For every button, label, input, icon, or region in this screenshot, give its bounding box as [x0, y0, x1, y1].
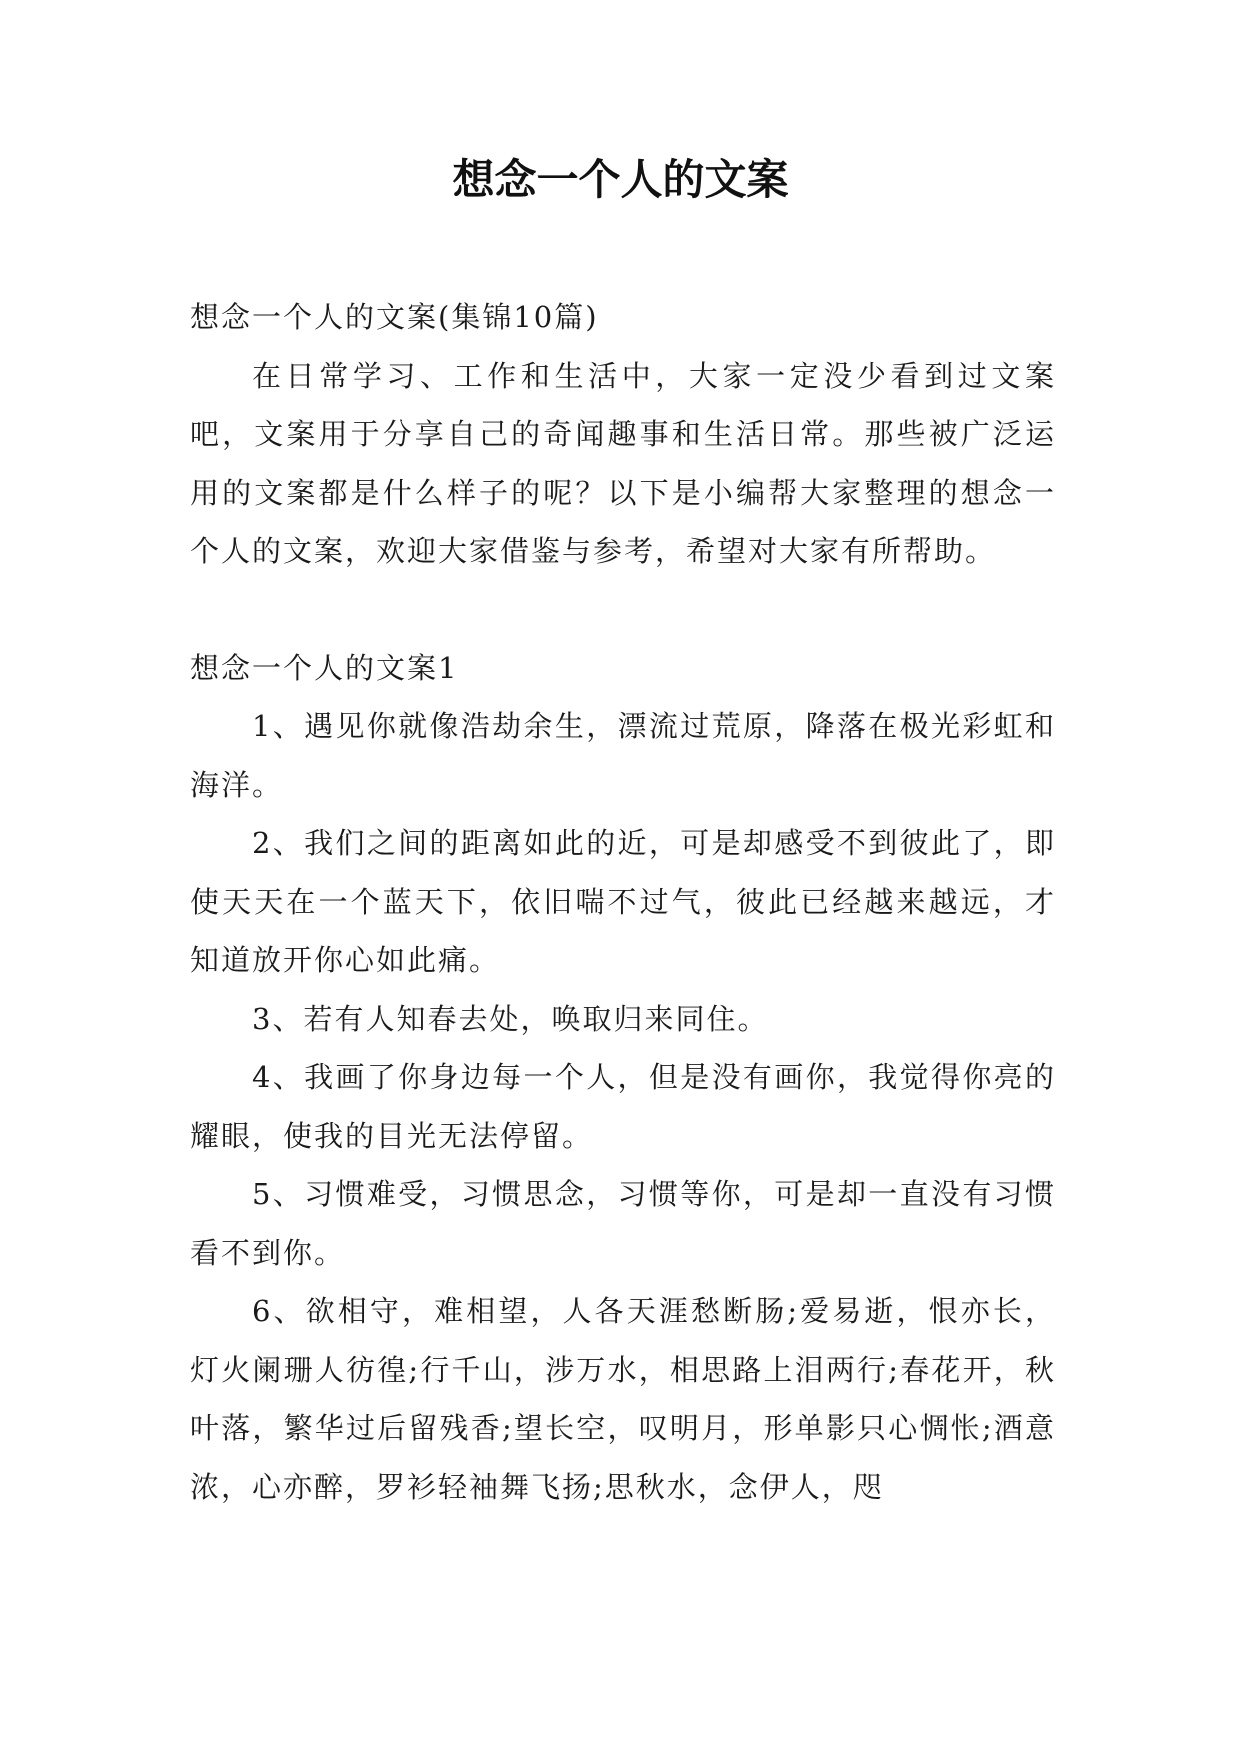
document-title: 想念一个人的文案	[452, 155, 789, 204]
list-item: 4、我画了你身边每一个人，但是没有画你，我觉得你亮的耀眼，使我的目光无法停留。	[190, 1060, 1056, 1153]
document-subtitle: 想念一个人的文案(集锦10篇)	[190, 300, 599, 334]
list-item: 5、习惯难受，习惯思念，习惯等你，可是却一直没有习惯看不到你。	[190, 1177, 1056, 1270]
list-item: 6、欲相守，难相望，人各天涯愁断肠;爱易逝，恨亦长，灯火阑珊人彷徨;行千山，涉万水，相思路上泪两行;春花开，秋叶落，繁华过后留残香;望长空，叹明月，形单影只心惆怅;酒意浓，心亦醉，罗衫轻袖舞飞扬;思秋水，念伊人，咫	[190, 1294, 1056, 1504]
intro-paragraph: 在日常学习、工作和生活中，大家一定没少看到过文案吧，文案用于分享自己的奇闻趣事和生活日常。那些被广泛运用的文案都是什么样子的呢？以下是小编帮大家整理的想念一个人的文案，欢迎大家借鉴与参考，希望对大家有所帮助。	[190, 358, 1056, 568]
section-heading: 想念一个人的文案1	[190, 650, 459, 685]
document-body	[190, 288, 1056, 1516]
list-item: 1、遇见你就像浩劫余生，漂流过荒原，降落在极光彩虹和海洋。	[190, 709, 1056, 802]
list-item: 3、若有人知春去处，唤取归来同住。	[252, 1001, 769, 1036]
list-item: 2、我们之间的距离如此的近，可是却感受不到彼此了，即使天天在一个蓝天下，依旧喘不过气，彼此已经越来越远，才知道放开你心如此痛。	[190, 826, 1056, 977]
